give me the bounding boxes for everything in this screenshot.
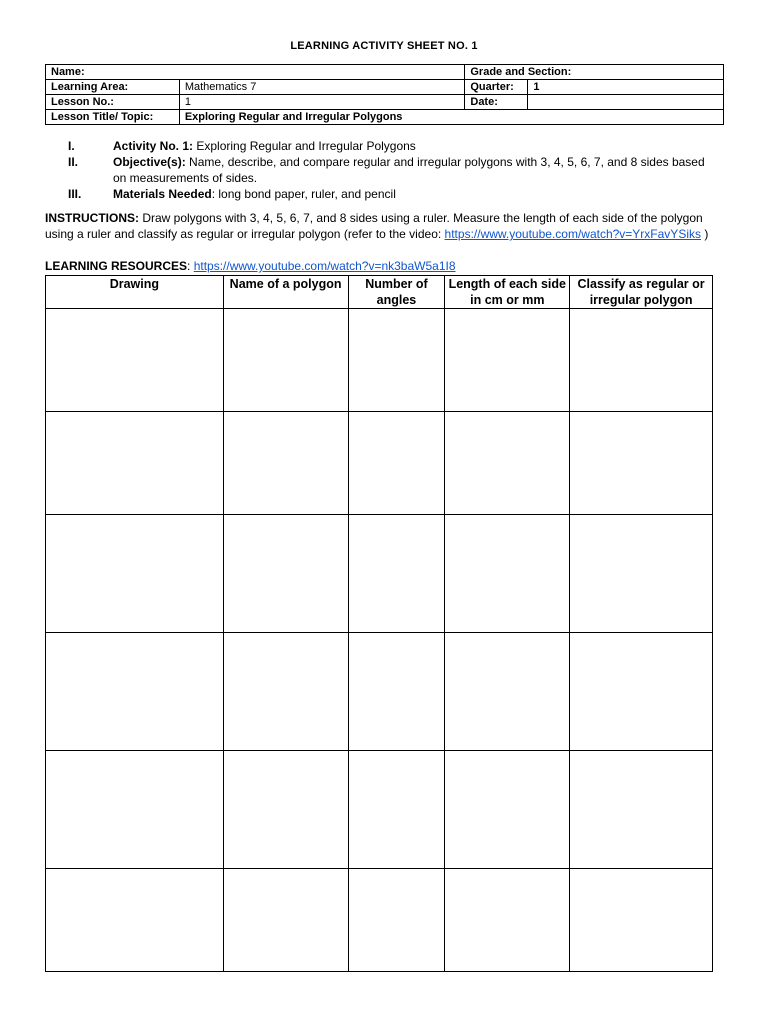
table-cell[interactable] [46,515,224,633]
resources-separator: : [187,259,194,273]
quarter-label: Quarter: [465,80,528,95]
table-cell[interactable] [445,633,570,751]
table-row [46,751,713,869]
activity-table [45,275,713,972]
table-cell[interactable] [223,869,348,972]
list-item [68,186,708,202]
table-cell[interactable] [445,412,570,515]
instructions-label: INSTRUCTIONS: [45,211,139,225]
list-number: III. [68,187,82,201]
table-cell[interactable] [570,412,713,515]
instructions [45,210,715,242]
table-row [46,869,713,972]
lesson-no-label: Lesson No.: [46,95,180,110]
list-label: Materials Needed [113,187,212,201]
table-cell[interactable] [223,633,348,751]
date-value [528,95,724,110]
learning-area-label: Learning Area: [46,80,180,95]
table-row [46,309,713,412]
column-header: Length of each side in cm or mm [445,276,570,309]
column-header: Name of a polygon [223,276,348,309]
table-cell[interactable] [570,515,713,633]
table-cell[interactable] [223,751,348,869]
table-cell[interactable] [348,633,445,751]
grade-section-label: Grade and Section: [465,65,724,80]
learning-area-value: Mathematics 7 [179,80,465,95]
table-cell[interactable] [46,412,224,515]
list-item [68,138,708,154]
table-row [46,412,713,515]
column-header: Number of angles [348,276,445,309]
lesson-no-value: 1 [179,95,465,110]
table-cell[interactable] [46,751,224,869]
resources-label: LEARNING RESOURCES [45,259,188,273]
learning-resources [45,258,715,274]
column-header: Classify as regular or irregular polygon [570,276,713,309]
table-cell[interactable] [348,751,445,869]
table-cell[interactable] [348,412,445,515]
list-text: Exploring Regular and Irregular Polygons [193,139,416,153]
list-label: Objective(s): [113,155,186,169]
table-cell[interactable] [348,869,445,972]
name-label: Name: [46,65,465,80]
table-row [46,633,713,751]
table-cell[interactable] [570,309,713,412]
table-cell[interactable] [348,309,445,412]
list-number: II. [68,155,79,169]
resources-link[interactable]: https://www.youtube.com/watch?v=nk3baW5a1I8 [193,259,456,273]
date-label: Date: [465,95,528,110]
table-cell[interactable] [46,869,224,972]
table-cell[interactable] [570,869,713,972]
column-header: Drawing [46,276,224,309]
table-cell[interactable] [46,633,224,751]
table-cell[interactable] [348,515,445,633]
topic-label: Lesson Title/ Topic: [46,110,180,125]
topic-value: Exploring Regular and Irregular Polygons [179,110,723,125]
list-text: : long bond paper, ruler, and pencil [211,187,396,201]
table-cell[interactable] [445,309,570,412]
table-row [46,515,713,633]
table-cell[interactable] [445,869,570,972]
table-cell[interactable] [570,633,713,751]
quarter-value: 1 [528,80,724,95]
info-table [45,64,724,125]
list-text: Name, describe, and compare regular and irregular polygons with 3, 4, 5, 6, 7, and 8 sides based on measurements of sides. [113,155,705,185]
table-cell[interactable] [223,309,348,412]
list-label: Activity No. 1: [113,139,194,153]
table-cell[interactable] [223,515,348,633]
video-link[interactable]: https://www.youtube.com/watch?v=YrxFavYSiks [444,227,701,241]
list-number: I. [68,139,75,153]
table-cell[interactable] [445,751,570,869]
table-cell[interactable] [445,515,570,633]
table-cell[interactable] [46,309,224,412]
instructions-text: Draw polygons with 3, 4, 5, 6, 7, and 8 sides using a ruler. Measure the length of each side of the polygon using a ruler and classify as regular or irregular polygon (refer to the video: [45,211,703,241]
table-cell[interactable] [223,412,348,515]
instructions-tail: ) [700,227,709,241]
table-cell[interactable] [570,751,713,869]
activity-list [68,138,708,202]
sheet-title: LEARNING ACTIVITY SHEET NO. 1 [290,40,478,52]
list-item [68,154,708,186]
